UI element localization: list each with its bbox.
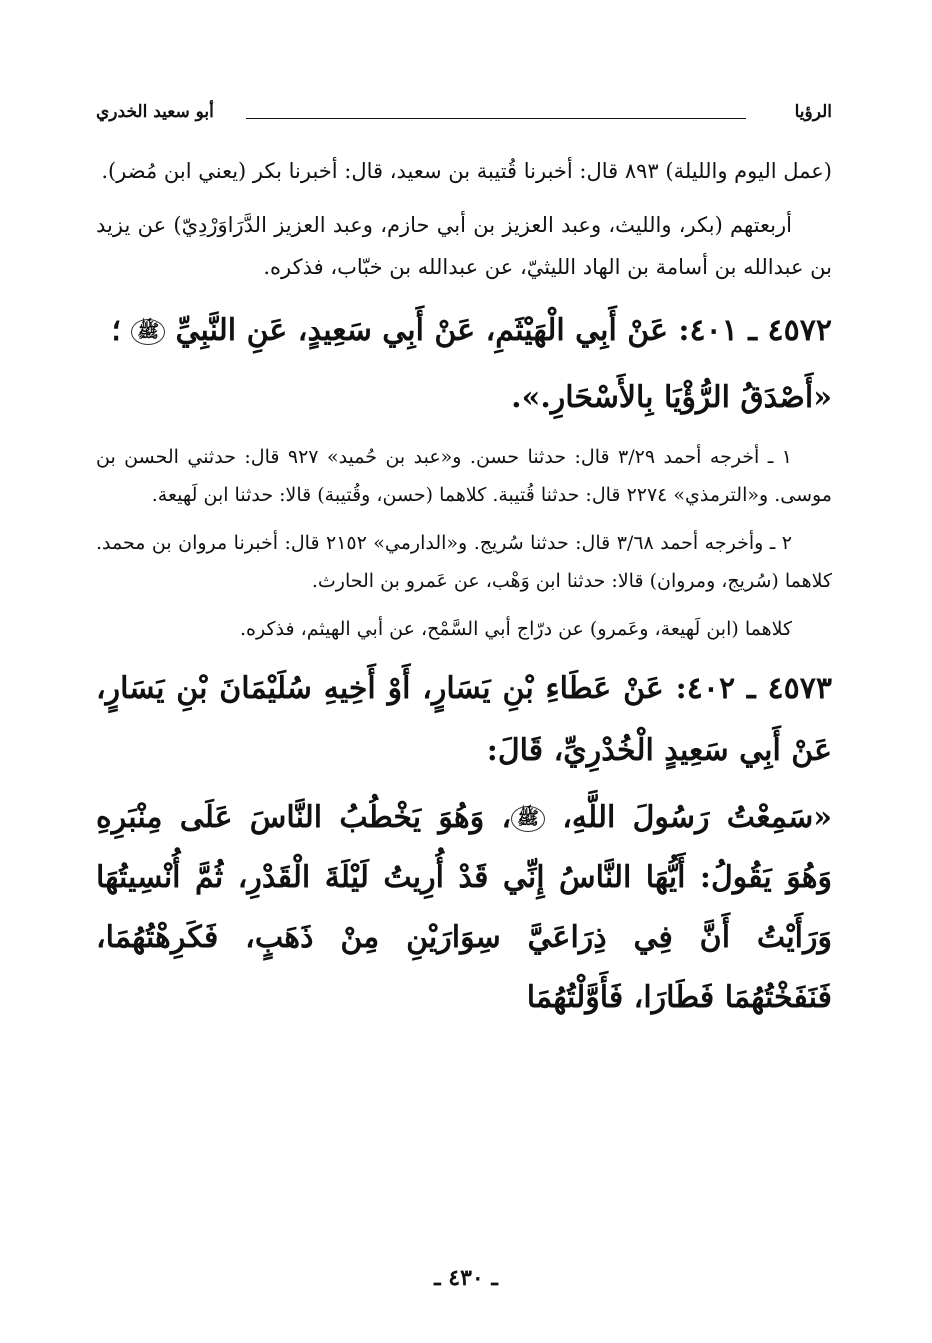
hadith-4572-heading-end: ؛ (111, 313, 121, 348)
companion-title: أبو سعيد الخدري (96, 102, 214, 122)
takhrij-4572-item-2: ٢ ـ وأخرجه أحمد ٣/٦٨ قال: حدثنا سُريج. و«الدارمي» ٢١٥٢ قال: أخبرنا مروان بن محمد. كلاهما (سُريج، ومروان) قالا: حدثنا ابن وَهْب، عن عَمرو بن الحارث. (96, 532, 832, 592)
hadith-4573-text (96, 788, 832, 1028)
paragraph-isnad-2: أربعتهم (بكر، والليث، وعبد العزيز بن أبي حازم، وعبد العزيز الدَّرَاوَرْدِيّ) عن يزيد بن عبدالله بن أسامة بن الهاد الليثيّ، عن عبدالله بن خبّاب، فذكره. (96, 213, 832, 279)
chapter-title: الرؤيا (794, 102, 832, 122)
salutation-icon: ﷺ (131, 319, 165, 345)
paragraph-isnad-1: (عمل اليوم والليلة) ٨٩٣ قال: أخبرنا قُتيبة بن سعيد، قال: أخبرنا بكر (يعني ابن مُضر). (101, 159, 832, 183)
running-header (96, 96, 832, 132)
hadith-4572-text: «أَصْدَقُ الرُّؤْيَا بِالأَسْحَارِ.». (511, 380, 832, 415)
hadith-4572-heading-text: ٤٥٧٢ ـ ٤٠١: عَنْ أَبِي الْهَيْثَمِ، عَنْ أَبِي سَعِيدٍ، عَنِ النَّبِيِّ (175, 313, 832, 348)
hadith-4572-heading (96, 300, 832, 362)
hadith-4573-heading: ٤٥٧٣ ـ ٤٠٢: عَنْ عَطَاءِ بْنِ يَسَارٍ، أَوْ أَخِيهِ سُلَيْمَانَ بْنِ يَسَارٍ، عَنْ أَبِي سَعِيدٍ الْخُدْرِيِّ، قَالَ: (96, 671, 832, 768)
hadith-4573-text-start: «سَمِعْتُ رَسُولَ اللَّهِ، (562, 800, 832, 835)
salutation-icon: ﷺ (511, 806, 545, 832)
page-body (96, 150, 832, 1038)
takhrij-4572-item-1: ١ ـ أخرجه أحمد ٣/٢٩ قال: حدثنا حسن. و«عبد بن حُميد» ٩٢٧ قال: حدثني الحسن بن موسى. و«الترمذي» ٢٢٧٤ قال: حدثنا قُتيبة. كلاهما (حسن، وقُتيبة) قالا: حدثنا ابن لَهيعة. (96, 446, 832, 506)
header-rule (246, 118, 746, 119)
hadith-4573-text-rest: ، وَهُوَ يَخْطُبُ النَّاسَ عَلَى مِنْبَرِهِ وَهُوَ يَقُولُ: أَيُّهَا النَّاسُ إِنِّي قَدْ أُرِيتُ لَيْلَةَ الْقَدْرِ، ثُمَّ أُنْسِيتُهَا وَرَأَيْتُ أَنَّ فِي ذِرَاعَيَّ سِوَارَيْنِ مِنْ ذَهَبٍ، فَكَرِهْتُهُمَا، فَنَفَخْتُهُمَا فَطَارَا، فَأَوَّلْتُهُمَا (96, 800, 832, 1015)
page-number: ـ ٤٣٠ ـ (434, 1265, 498, 1291)
takhrij-4572-conclusion: كلاهما (ابن لَهيعة، وعَمرو) عن درّاج أبي السَّمْح، عن أبي الهيثم، فذكره. (239, 618, 792, 640)
